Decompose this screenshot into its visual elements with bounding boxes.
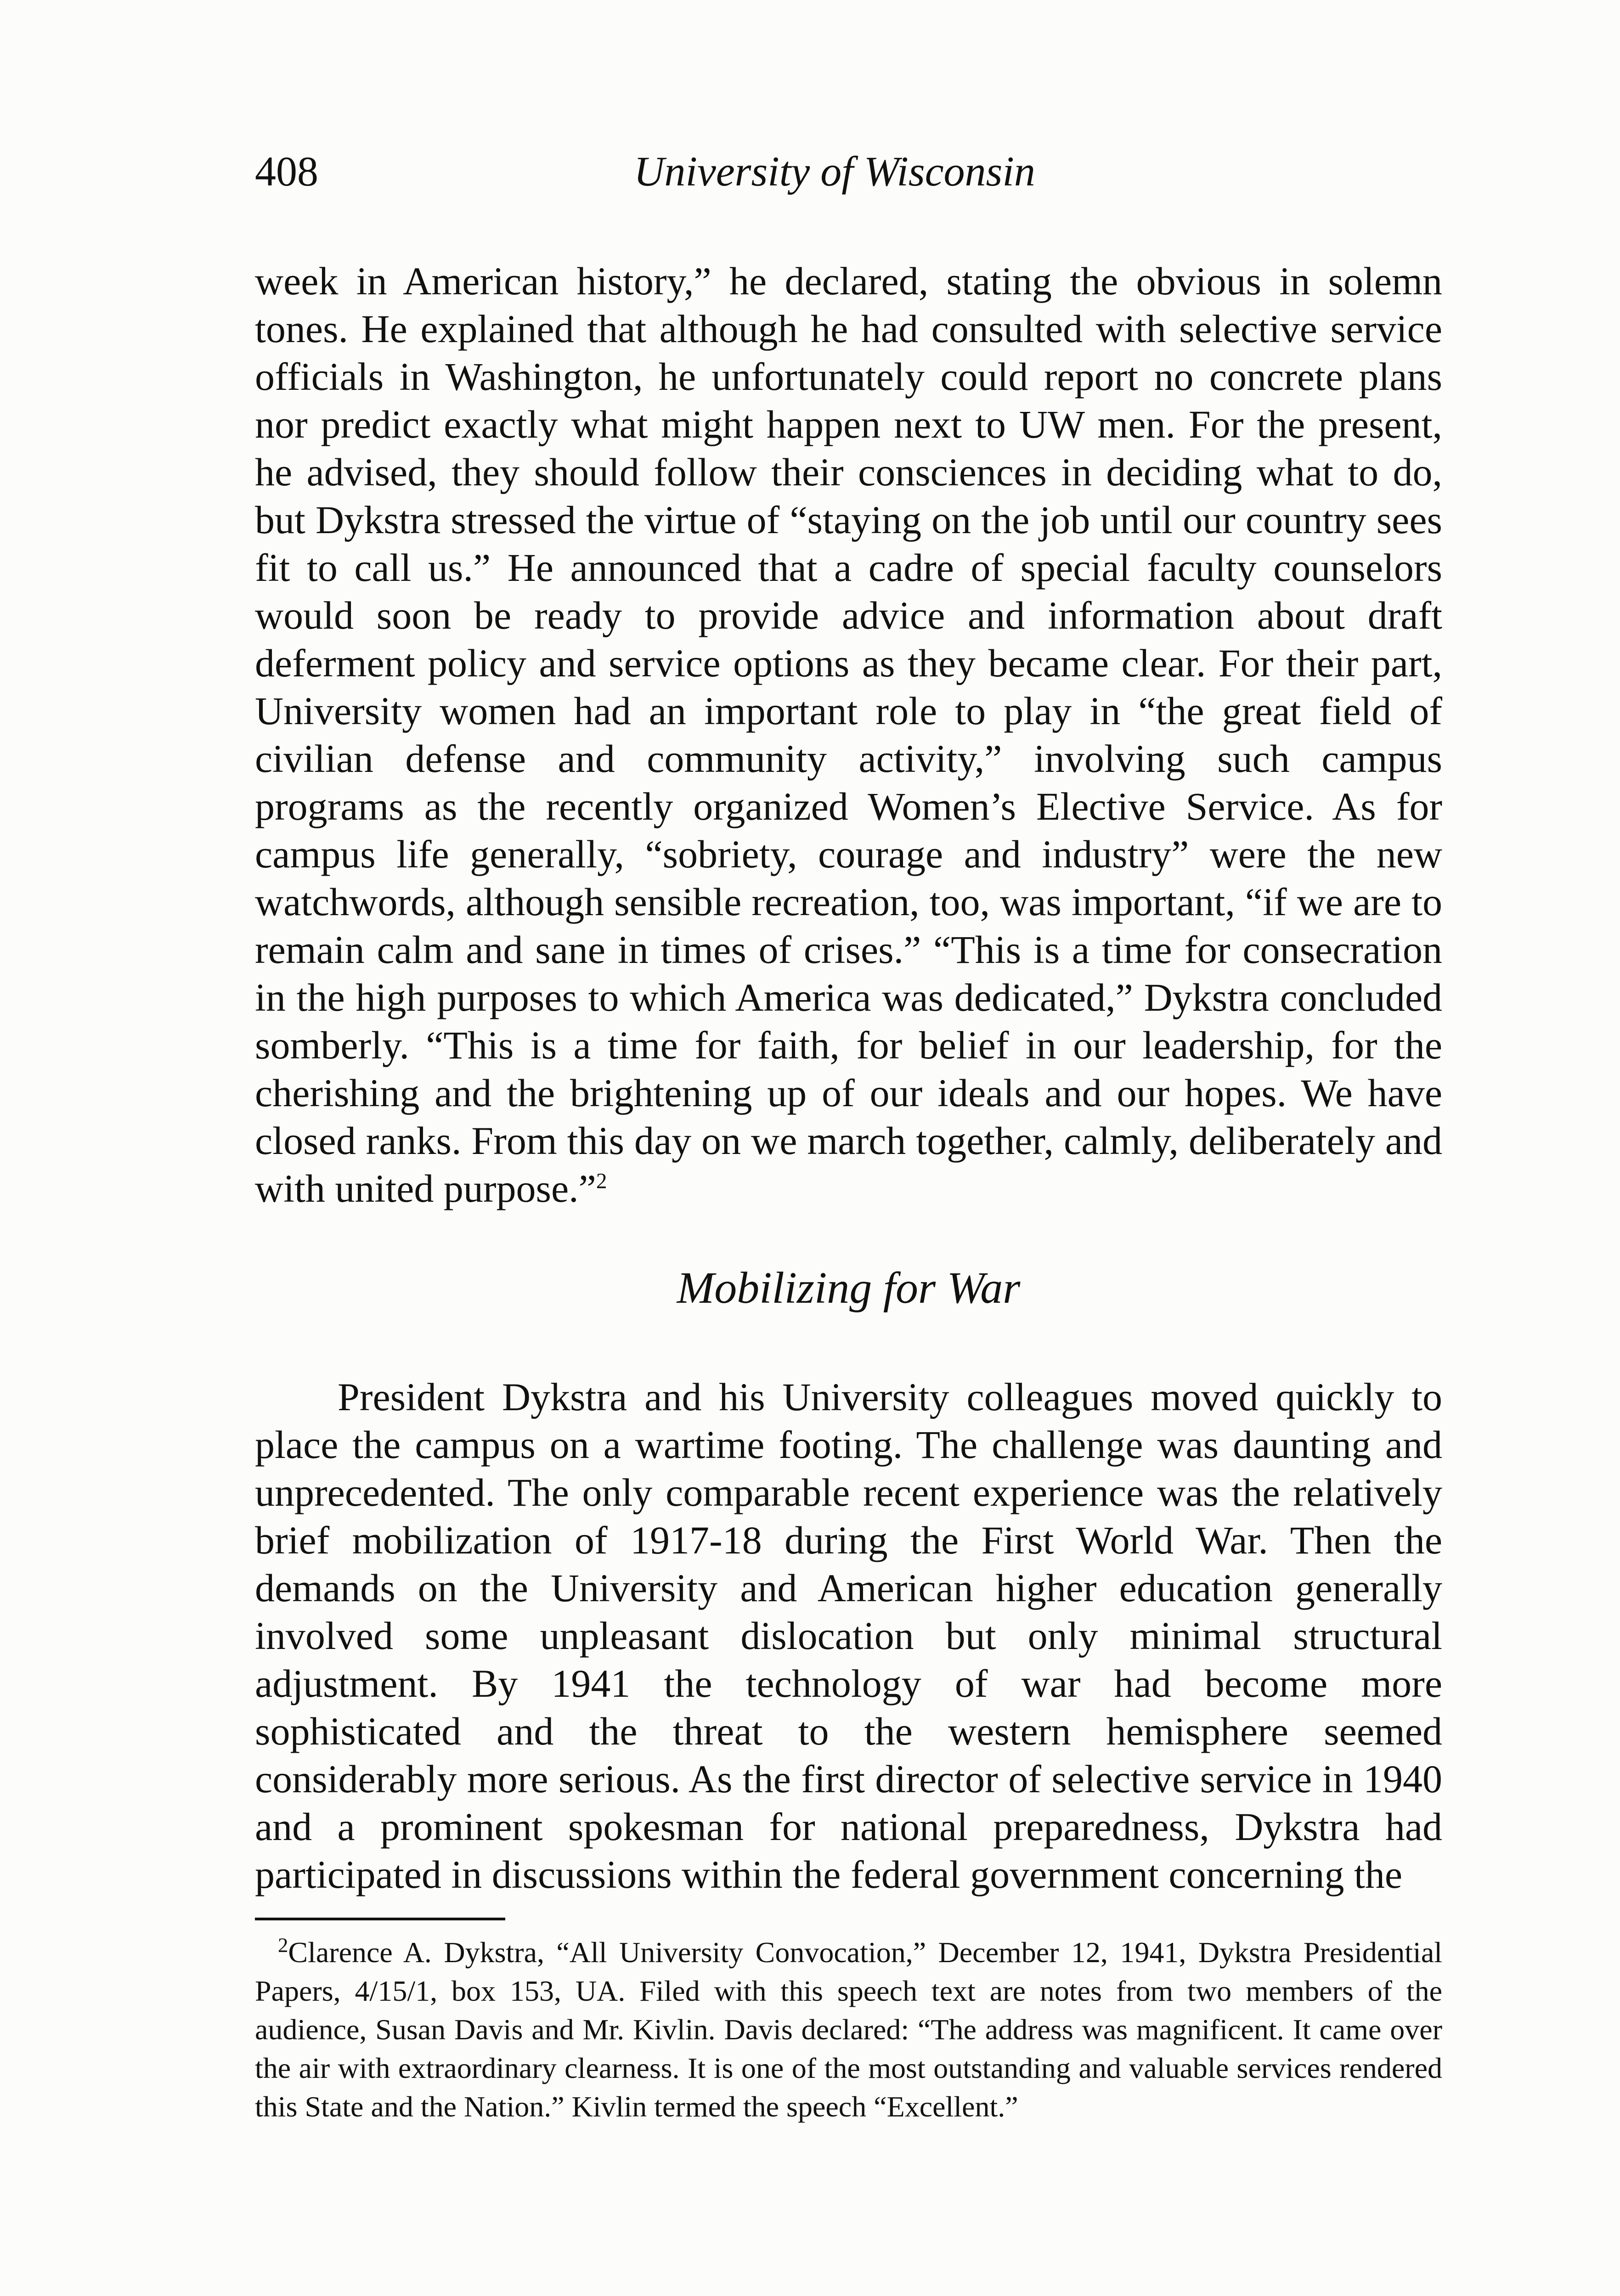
- page-number: 408: [255, 148, 318, 195]
- running-head: [255, 146, 1440, 197]
- footnote-number: 2: [278, 1933, 288, 1957]
- footnote-reference: 2: [596, 1169, 607, 1193]
- footnote-divider: [255, 1918, 505, 1920]
- footnote: [255, 1933, 1442, 2126]
- body-paragraph: [255, 257, 1442, 1212]
- footnote-text: Clarence A. Dykstra, “All University Convocation,” December 12, 1941, Dykstra Presidential Papers, 4/15/1, box 153, UA. Filed with this speech text are notes from two members of the audience, Susan Davis and Mr. Kivlin. Davis declared: “The address was magnificent. It came over the air with extraordinary clearness. It is one of the most outstanding and valuable services rendered this State and the Nation.” Kivlin termed the speech “Excellent.”: [255, 1936, 1442, 2123]
- paragraph-text: week in American history,” he declared, stating the obvious in solemn tones. He explained that although he had consulted with selective service officials in Washington, he unfortunately could report no concrete plans nor predict exactly what might happen next to UW men. For the present, he advised, they should follow their consciences in deciding what to do, but Dykstra stressed the virtue of “staying on the job until our country sees fit to call us.” He announced that a cadre of special faculty counselors would soon be ready to provide advice and information about draft deferment policy and service options as they became clear. For their part, University women had an important role to play in “the great field of civilian defense and community activity,” involving such campus programs as the recently organized Women’s Elective Service. As for campus life generally, “sobriety, courage and industry” were the new watchwords, although sensible recreation, too, was important, “if we are to remain calm and sane in times of crises.” “This is a time for consecration in the high purposes to which America was dedicated,” Dykstra concluded somberly. “This is a time for faith, for belief in our leadership, for the cherishing and the brightening up of our ideals and our hopes. We have closed ranks. From this day on we march together, calmly, deliberately and with united purpose.”: [255, 259, 1442, 1210]
- running-title: University of Wisconsin: [634, 148, 1035, 195]
- section-heading: Mobilizing for War: [677, 1263, 1021, 1313]
- section-paragraph: President Dykstra and his University colleagues moved quickly to place the campus on a wartime footing. The challenge was daunting and unprecedented. The only comparable recent experience was the relatively brief mobilization of 1917-18 during the First World War. Then the demands on the University and American higher education generally involved some unpleasant dislocation but only minimal structural adjustment. By 1941 the technology of war had become more sophisticated and the threat to the western hemisphere seemed considerably more serious. As the first director of selective service in 1940 and a prominent spokesman for national preparedness, Dykstra had participated in discussions within the federal government concerning the: [255, 1375, 1442, 1896]
